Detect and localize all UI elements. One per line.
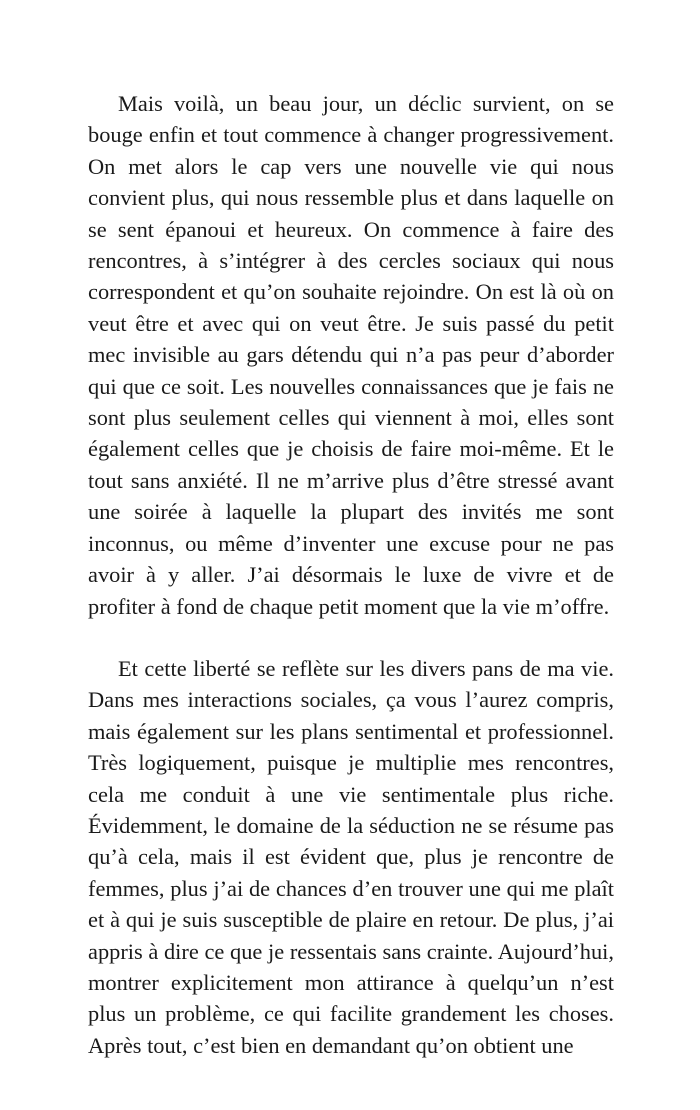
- book-page: [88, 88, 614, 1061]
- paragraph-2: Et cette liberté se reflète sur les divers pans de ma vie. Dans mes interactions sociales, ça vous l’aurez compris, mais également sur les plans sentimental et professionnel. Très logiquement, puisque je multiplie mes rencontres, cela me conduit à une vie sentimentale plus riche. Évidemment, le domaine de la séduction ne se résume pas qu’à cela, mais il est évident que, plus je rencontre de femmes, plus j’ai de chances d’en trouver une qui me plaît et à qui je suis susceptible de plaire en retour. De plus, j’ai appris à dire ce que je ressentais sans crainte. Aujourd’hui, montrer explicitement mon attirance à quelqu’un n’est plus un problème, ce qui facilite grandement les choses. Après tout, c’est bien en demandant qu’on obtient une: [88, 655, 614, 1058]
- paragraph-1: Mais voilà, un beau jour, un déclic survient, on se bouge enfin et tout commence à changer progressivement. On met alors le cap vers une nouvelle vie qui nous convient plus, qui nous ressemble plus et dans laquelle on se sent épanoui et heureux. On commence à faire des rencontres, à s’intégrer à des cercles sociaux qui nous correspondent et qu’on souhaite rejoindre. On est là où on veut être et avec qui on veut être. Je suis passé du petit mec invisible au gars détendu qui n’a pas peur d’aborder qui que ce soit. Les nouvelles connaissances que je fais ne sont plus seulement celles qui viennent à moi, elles sont également celles que je choisis de faire moi-même. Et le tout sans anxiété. Il ne m’arrive plus d’être stressé avant une soirée à laquelle la plupart des invités me sont inconnus, ou même d’inventer une excuse pour ne pas avoir à y aller. J’ai désormais le luxe de vivre et de profiter à fond de chaque petit moment que la vie m’offre.: [88, 91, 614, 619]
